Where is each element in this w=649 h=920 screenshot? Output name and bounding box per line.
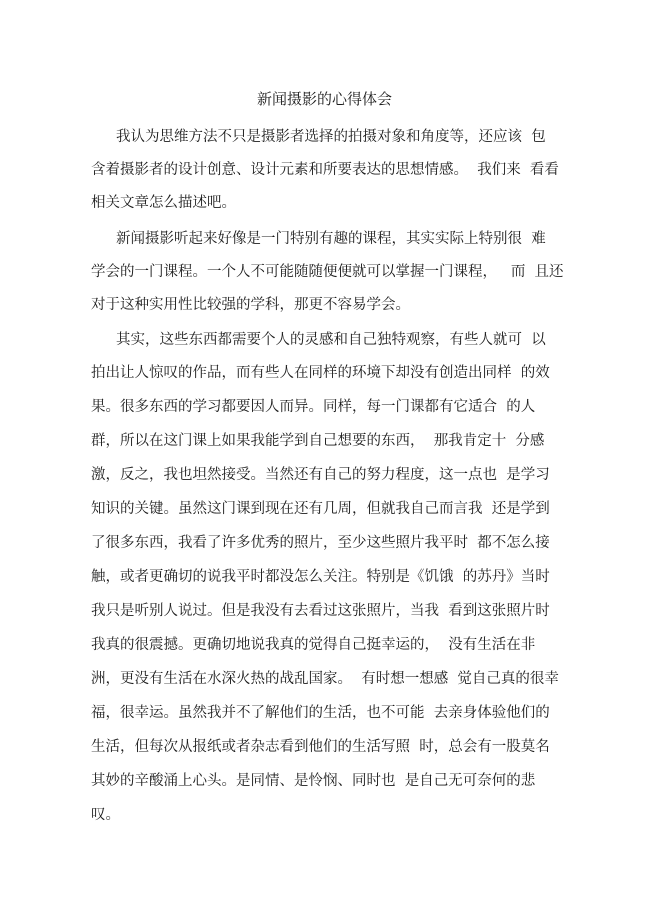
paragraph-3-line-1: 其实，这些东西都需要个人的灵感和自己独特观察，有些人就可 以 [116, 332, 546, 348]
paragraph-3-line-8: 触，或者更确切的说我平时都没怎么关注。特别是《饥饿 的苏丹》当时 [91, 569, 550, 585]
paragraph-3-line-14: 其妙的辛酸涌上心头。是同情、是怜悯、同时也 是自己无可奈何的悲 [91, 773, 536, 789]
paragraph-3-line-4: 群，所以在这门课上如果我能学到自己想要的东西， 那我肯定十 分感 [91, 433, 545, 449]
paragraph-3-line-5: 激，反之，我也坦然接受。当然还有自己的努力程度，这一点也 是学习 [91, 467, 550, 483]
paragraph-1-line-2: 含着摄影者的设计创意、设计元素和所要表达的思想情感。 我们来 看看 [91, 162, 559, 178]
document-title: 新闻摄影的心得体会 [256, 90, 392, 108]
paragraph-2-line-2: 学会的一门课程。一个人不可能随随便便就可以掌握一门课程， 而 且还 [91, 264, 564, 280]
paragraph-2-line-3: 对于这种实用性比较强的学科，那更不容易学会。 [91, 297, 410, 313]
paragraph-3-line-9: 我只是听别人说过。但是我没有去看过这张照片，当我 看到这张照片时 [91, 603, 550, 619]
paragraph-1-line-3: 相关文章怎么描述吧。 [91, 195, 236, 211]
paragraph-3-line-6: 知识的关键。虽然这门课到现在还有几周，但就我自己而言我 还是学到 [91, 501, 550, 517]
paragraph-3-line-2: 拍出让人惊叹的作品，而有些人在同样的环境下却没有创造出同样 的效 [91, 365, 550, 381]
paragraph-3-line-12: 福，很幸运。虽然我并不了解他们的生活，也不可能 去亲身体验他们的 [91, 705, 550, 721]
paragraph-3-line-10: 我真的很震撼。更确切地说我真的觉得自己挺幸运的， 没有生活在非 [91, 637, 536, 653]
paragraph-3-line-7: 了很多东西，我看了许多优秀的照片，至少这些照片我平时 都不怎么接 [91, 535, 550, 551]
paragraph-3-line-3: 果。很多东西的学习都要因人而异。同样，每一门课都有它适合 的人 [91, 399, 536, 415]
paragraph-2-line-1: 新闻摄影听起来好像是一门特别有趣的课程，其实实际上特别很 难 [116, 231, 546, 247]
paragraph-3-line-15: 叹。 [91, 807, 120, 823]
paragraph-3-line-13: 生活，但每次从报纸或者杂志看到他们的生活写照 时，总会有一股莫名 [91, 739, 550, 755]
paragraph-3-line-11: 洲，更没有生活在水深火热的战乱国家。 有时想一想感 觉自己真的很幸 [91, 671, 559, 687]
paragraph-1-line-1: 我认为思维方法不只是摄影者选择的拍摄对象和角度等，还应该 包 [116, 129, 546, 145]
